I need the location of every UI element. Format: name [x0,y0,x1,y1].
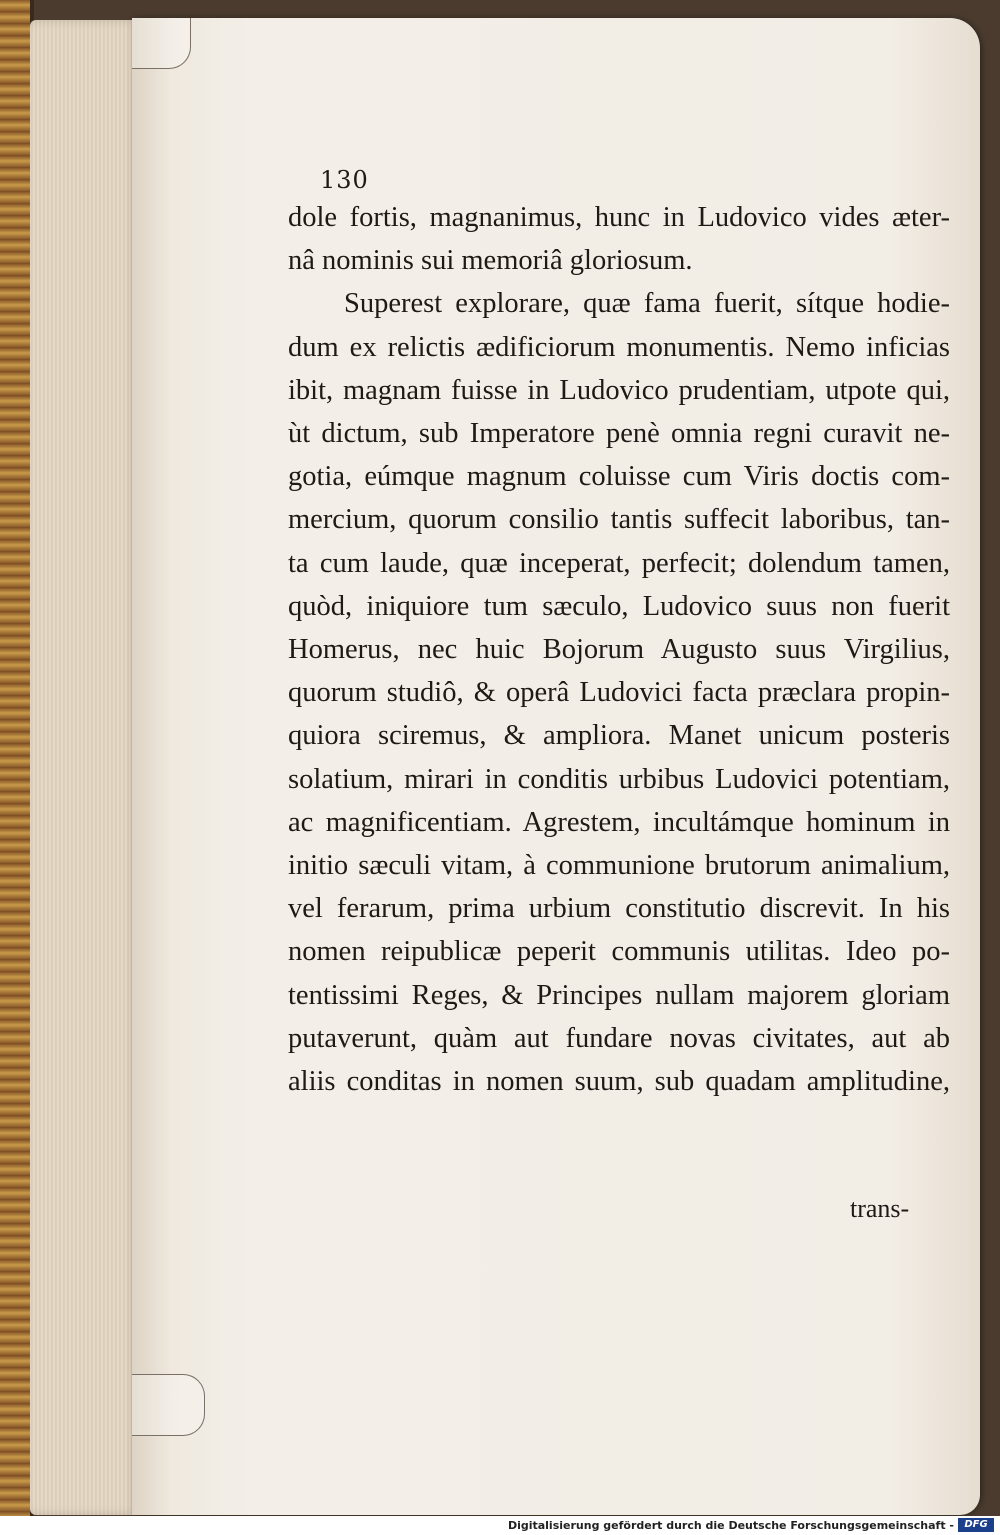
text-line: putaverunt, quàm aut fundare novas civitates, aut ab [288,1022,950,1054]
text-line: vel ferarum, prima urbium constitutio discrevit. In his [288,893,950,925]
text-line: initio sæculi vitam, à communione brutorum animalium, [288,850,950,882]
text-line: ibit, magnam fuisse in Ludovico prudentiam, utpote qui, [288,374,950,406]
text-line: mercium, quorum consilio tantis suffecit laboribus, tan- [288,504,950,536]
page-edges [30,20,140,1515]
text-line: ac magnificentiam. Agrestem, incultámque hominum in [288,806,950,838]
text-line: quiora sciremus, & ampliora. Manet unicum posteris [288,720,950,752]
body-text [288,196,950,1103]
text-line: dole fortis, magnanimus, hunc in Ludovico vides æter- [288,202,950,233]
text-line: nomen reipublicæ peperit communis utilitas. Ideo po- [288,936,950,968]
text-line: Homerus, nec huic Bojorum Augusto suus Virgilius, [288,634,950,666]
text-line: tentissimi Reges, & Principes nullam majorem gloriam [288,979,950,1011]
page-number: 130 [320,166,369,194]
dfg-logo-icon: DFG [958,1518,994,1532]
text-line: quòd, iniquiore tum sæculo, Ludovico suus non fuerit [288,590,950,622]
text-line: quorum studiô, & operâ Ludovici facta præclara propin- [288,677,950,709]
text-line: nâ nominis sui memoriâ gloriosum. [288,245,693,277]
book-page [132,18,980,1515]
text-line: Superest explorare, quæ fama fuerit, sítque hodie- [344,288,950,320]
text-line: ta cum laude, quæ inceperat, perfecit; dolendum tamen, [288,547,950,579]
text-line: gotia, eúmque magnum coluisse cum Viris doctis com- [288,461,950,493]
catchword: trans- [850,1194,910,1223]
text-line: dum ex relictis ædificiorum monumentis. Nemo inficias [288,331,950,363]
book-binding [0,0,34,1535]
page-tab-marker-top [132,18,191,69]
text-line: solatium, mirari in conditis urbibus Ludovici potentiam, [288,763,950,795]
text-line: ùt dictum, sub Imperatore penè omnia regni curavit ne- [288,418,950,450]
text-line: aliis conditas in nomen suum, sub quadam amplitudine, [288,1066,950,1098]
funding-notice: Digitalisierung gefördert durch die Deutsche Forschungsgemeinschaft - [507,1519,954,1532]
page-tab-marker-bottom [132,1374,205,1436]
